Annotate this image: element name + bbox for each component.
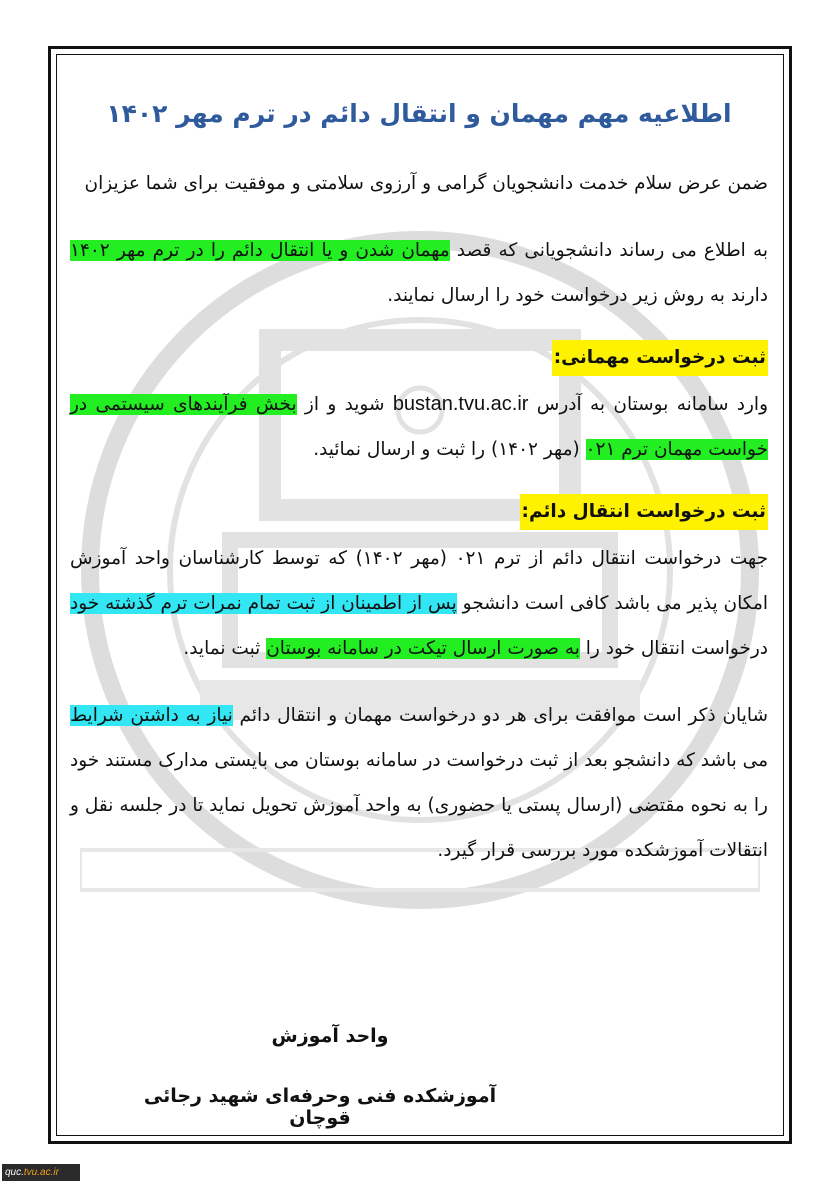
site-url-badge[interactable] [2, 1164, 80, 1181]
transfer-text-end: ثبت نماید. [183, 638, 267, 659]
signature-unit: واحد آموزش [271, 1025, 389, 1047]
announcement-body [70, 96, 768, 873]
intro-text: به اطلاع می رساند دانشجویانی که قصد [449, 240, 769, 261]
intro-highlight: مهمان شدن و یا انتقال دائم را در ترم مهر ۱۴۰۲ [70, 240, 450, 261]
intro-text-end: دارند به روش زیر درخواست خود را ارسال نمایند. [387, 285, 768, 306]
guest-request-heading: ثبت درخواست مهمانی: [552, 340, 768, 376]
site-url-prefix: quc. [5, 1167, 24, 1178]
guest-text-mid: شوید و از [296, 394, 393, 415]
guest-text-end: (مهر ۱۴۰۲) را ثبت و ارسال نمائید. [313, 439, 586, 460]
note-paragraph [70, 693, 768, 873]
greeting-paragraph: ضمن عرض سلام خدمت دانشجویان گرامی و آرزوی سلامتی و موفقیت برای شما عزیزان [84, 173, 768, 194]
page-title: اطلاعیه مهم مهمان و انتقال دائم در ترم مهر ۱۴۰۲ [106, 99, 732, 128]
note-text: شایان ذکر است موافقت برای هر دو درخواست مهمان و انتقال دائم [232, 705, 768, 726]
guest-heading-row [70, 340, 768, 376]
transfer-request-heading: ثبت درخواست انتقال دائم: [520, 494, 768, 530]
transfer-text: جهت درخواست انتقال دائم از ترم ۰۲۱ (مهر ۱۴۰۲) که توسط کارشناسان واحد آموزش امکان پذیر می باشد کافی است دانشجو [70, 548, 769, 614]
transfer-highlight-grades: پس از اطمینان از ثبت تمام نمرات ترم گذشته خود [69, 593, 457, 614]
signature-school: آموزشکده فنی وحرفه‌ای شهید رجائی قوچان [143, 1085, 497, 1129]
intro-paragraph [70, 228, 768, 318]
guest-highlight: بخش فرآیندهای سیستمی در خواست مهمان ترم ۰۲۱ [70, 394, 768, 460]
guest-paragraph [70, 382, 768, 472]
note-highlight: نیاز به داشتن شرایط [70, 705, 233, 726]
transfer-heading-row [70, 494, 768, 530]
bustan-url-link[interactable]: bustan.tvu.ac.ir [392, 393, 529, 415]
guest-text: وارد سامانه بوستان به آدرس [528, 394, 769, 415]
transfer-highlight-ticket: به صورت ارسال تیکت در سامانه بوستان [266, 638, 580, 659]
site-url-domain: tvu.ac.ir [23, 1167, 59, 1178]
transfer-text-mid: درخواست انتقال خود را [579, 638, 768, 659]
note-text-end: می باشد که دانشجو بعد از ثبت درخواست در سامانه بوستان می بایستی مدارک مستند خود را به نحوه مقتضی (ارسال پستی یا حضوری) به واحد آموزش تحویل نماید تا در جلسه نقل و انتقالات آموزشکده مورد بررسی قرار گیرد. [70, 750, 768, 861]
transfer-paragraph [70, 536, 768, 671]
